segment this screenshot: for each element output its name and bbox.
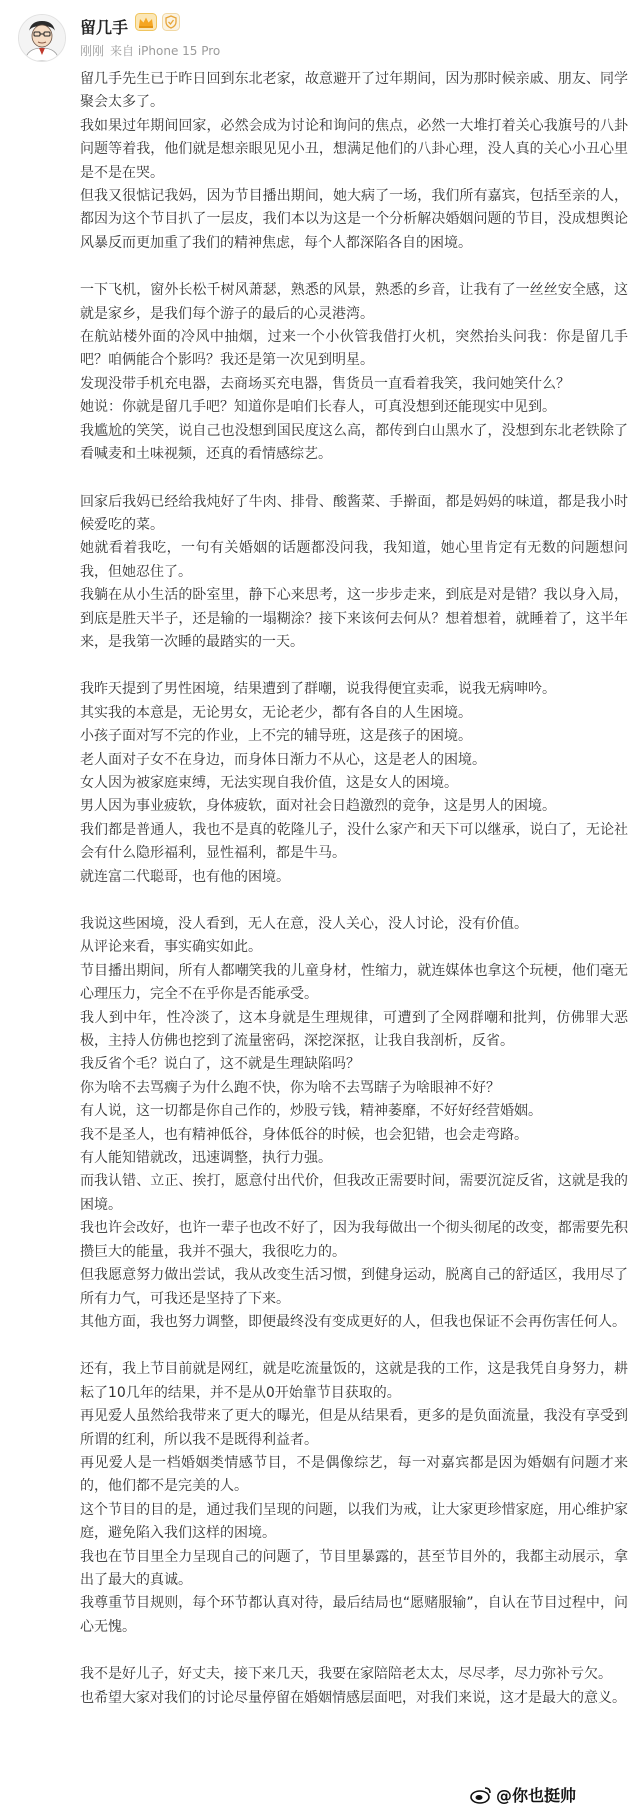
- post-paragraph: 老人面对子女不在身边，而身体日渐力不从心，这是老人的困境。: [80, 751, 486, 768]
- post-paragraph: 我说这些困境，没人看到，无人在意，没人关心，没人讨论，没有价值。: [80, 916, 528, 932]
- post-paragraph: 其他方面，我也努力调整，即便最终没有变成更好的人，但我也保证不会再伤害任何人。: [80, 1313, 626, 1330]
- post-paragraph: 而我认错、立正、挨打，愿意付出代价，但我改正需要时间，需要沉淀反省，这就是我的困境。: [80, 1173, 628, 1213]
- post-content: [80, 68, 628, 1710]
- post-paragraph: 我不是好儿子，好丈夫，接下来几天，我要在家陪陪老太太，尽尽孝，尽力弥补亏欠。: [80, 1666, 612, 1683]
- post-paragraph: 有人说，这一切都是你自己作的，炒股亏钱，精神萎靡，不好好经营婚姻。: [80, 1103, 542, 1120]
- post-paragraph: 留几手先生已于昨日回到东北老家，故意避开了过年期间，因为那时候亲戚、朋友、同学聚会太多了。: [80, 71, 628, 111]
- post-paragraph: 发现没带手机充电器，去商场买充电器，售货员一直看着我笑，我问她笑什么？: [80, 375, 570, 392]
- post-paragraph: 回家后我妈已经给我炖好了牛肉、排骨、酸酱菜、手擀面，都是妈妈的味道，都是我小时候爱吃的菜。: [80, 493, 628, 533]
- post-paragraph: 她就看着我吃，一句有关婚姻的话题都没问我，我知道，她心里肯定有无数的问题想问我，但她忍住了。: [80, 540, 628, 580]
- paragraph-gap: [80, 1639, 628, 1663]
- post-paragraph: 就连富二代聪哥，也有他的困境。: [80, 868, 290, 885]
- post-paragraph: 女人因为被家庭束缚，无法实现自我价值，这是女人的困境。: [80, 774, 458, 791]
- post-header: [0, 0, 640, 70]
- post-paragraph: 但我又很惦记我妈，因为节目播出期间，她大病了一场，我们所有嘉宾，包括至亲的人，都因为这个节目扒了一层皮，我们本以为这是一个分析解决婚姻问题的节目，没成想舆论风暴反而更加重了我们的精神焦虑，每个人都深陷各自的困境。: [80, 188, 628, 251]
- post-paragraph: 但我愿意努力做出尝试，我从改变生活习惯，到健身运动，脱离自己的舒适区，我用尽了所有力气，可我还是坚持了下来。: [80, 1267, 628, 1307]
- post-paragraph: 你为啥不去骂瘸子为什么跑不快，你为啥不去骂瞎子为啥眼神不好？: [80, 1079, 500, 1096]
- user-badges: [135, 13, 180, 31]
- post-paragraph: 我反省个毛？说白了，这不就是生理缺陷吗？: [80, 1056, 360, 1073]
- paragraph-gap: [80, 255, 628, 279]
- avatar-cartoon-icon: [19, 15, 65, 61]
- post-paragraph: 我人到中年，性冷淡了，这本身就是生理规律，可遭到了全网群嘲和批判，仿佛罪大恶极，主持人仿佛也挖到了流量密码，深挖深抠，让我自我剖析，反省。: [80, 1009, 628, 1050]
- post-paragraph: 我尴尬的笑笑，说自己也没想到国民度这么高，都传到白山黑水了，没想到东北老铁除了看喊麦和土味视频，还真的看情感综艺。: [80, 422, 628, 463]
- post-paragraph: 她说：你就是留几手吧？知道你是咱们长春人，可真没想到还能现实中见到。: [80, 399, 556, 416]
- avatar[interactable]: [18, 14, 66, 62]
- post-paragraph: 这个节目的目的是，通过我们呈现的问题，以我们为戒，让大家更珍惜家庭，用心维护家庭，避免陷入我们这样的困境。: [80, 1501, 628, 1542]
- post-paragraph: 我躺在从小生活的卧室里，静下心来思考，这一步步走来，到底是对是错？我以身入局，到底是胜天半子，还是输的一塌糊涂？接下来该何去何从？想着想着，就睡着了，这半年来，是我第一次睡的最踏实的一天。: [80, 587, 628, 650]
- username[interactable]: 留几手: [80, 18, 129, 37]
- post-paragraph: 还有，我上节目前就是网红，就是吃流量饭的，这就是我的工作，这是我凭自身努力，耕耘了10几年的结果，并不是从0开始靠节目获取的。: [80, 1361, 628, 1401]
- post-paragraph: 其实我的本意是，无论男女，无论老少，都有各自的人生困境。: [80, 704, 472, 721]
- post-paragraph: 我们都是普通人，我也不是真的乾隆儿子，没什么家产和天下可以继承，说白了，无论社会有什么隐形福利，显性福利，都是牛马。: [80, 821, 628, 862]
- paragraph-gap: [80, 889, 628, 913]
- post-paragraph: 再见爱人是一档婚姻类情感节目，不是偶像综艺，每一对嘉宾都是因为婚姻有问题才来的，他们都不是完美的人。: [80, 1454, 628, 1495]
- post-paragraph: 节目播出期间，所有人都嘲笑我的儿童身材，性缩力，就连媒体也拿这个玩梗，他们毫无心理压力，完全不在乎你是否能承受。: [80, 962, 628, 1003]
- verified-badge-icon[interactable]: [162, 13, 180, 31]
- watermark-text: @你也挺帅: [496, 1786, 577, 1805]
- paragraph-gap: [80, 654, 628, 678]
- post-paragraph: 我昨天提到了男性困境，结果遭到了群嘲，说我得便宜卖乖，说我无病呻吟。: [80, 681, 556, 698]
- post-paragraph: 我也许会改好，也许一辈子也改不好了，因为我每做出一个彻头彻尾的改变，都需要先积攒巨大的能量，我并不强大，我很吃力的。: [80, 1220, 628, 1260]
- paragraph-gap: [80, 467, 628, 491]
- post-paragraph: 也希望大家对我们的讨论尽量停留在婚姻情感层面吧，对我们来说，这才是最大的意义。: [80, 1689, 626, 1706]
- post-paragraph: 从评论来看，事实确实如此。: [80, 939, 262, 956]
- post-paragraph: 我不是圣人，也有精神低谷，身体低谷的时候，也会犯错，也会走弯路。: [80, 1126, 528, 1143]
- weibo-logo-icon: [470, 1786, 492, 1804]
- watermark: [470, 1783, 576, 1806]
- crown-icon[interactable]: [135, 13, 157, 31]
- post-paragraph: 我也在节目里全力呈现自己的问题了，节目里暴露的，甚至节目外的，我都主动展示，拿出了最大的真诚。: [80, 1548, 628, 1588]
- paragraph-gap: [80, 1334, 628, 1358]
- post-paragraph: 我尊重节目规则，每个环节都认真对待，最后结局也“愿赌服输”，自认在节目过程中，问心无愧。: [80, 1595, 628, 1635]
- post-time: 刚刚: [80, 44, 105, 58]
- post-paragraph: 有人能知错就改，迅速调整，执行力强。: [80, 1150, 332, 1167]
- post-meta: [80, 42, 220, 59]
- post-paragraph: 一下飞机，窗外长松千树风萧瑟，熟悉的风景，熟悉的乡音，让我有了一丝丝安全感，这就是家乡，是我们每个游子的最后的心灵港湾。: [80, 282, 628, 322]
- post-source: 来自 iPhone 15 Pro: [110, 44, 221, 58]
- post-paragraph: 我如果过年期间回家，必然会成为讨论和询问的焦点，必然一大堆打着关心我旗号的八卦问题等着我，他们就是想亲眼见见小丑，想满足他们的八卦心理，没人真的关心小丑心里是不是在哭。: [80, 117, 628, 181]
- post-paragraph: 再见爱人虽然给我带来了更大的曝光，但是从结果看，更多的是负面流量，我没有享受到所谓的红利，所以我不是既得利益者。: [80, 1408, 628, 1448]
- post-paragraph: 男人因为事业疲软，身体疲软，面对社会日趋激烈的竞争，这是男人的困境。: [80, 798, 556, 815]
- post-paragraph: 小孩子面对写不完的作业，上不完的辅导班，这是孩子的困境。: [80, 728, 472, 745]
- post-paragraph: 在航站楼外面的冷风中抽烟，过来一个小伙管我借打火机，突然抬头问我：你是留几手吧？咱俩能合个影吗？我还是第一次见到明星。: [80, 329, 628, 369]
